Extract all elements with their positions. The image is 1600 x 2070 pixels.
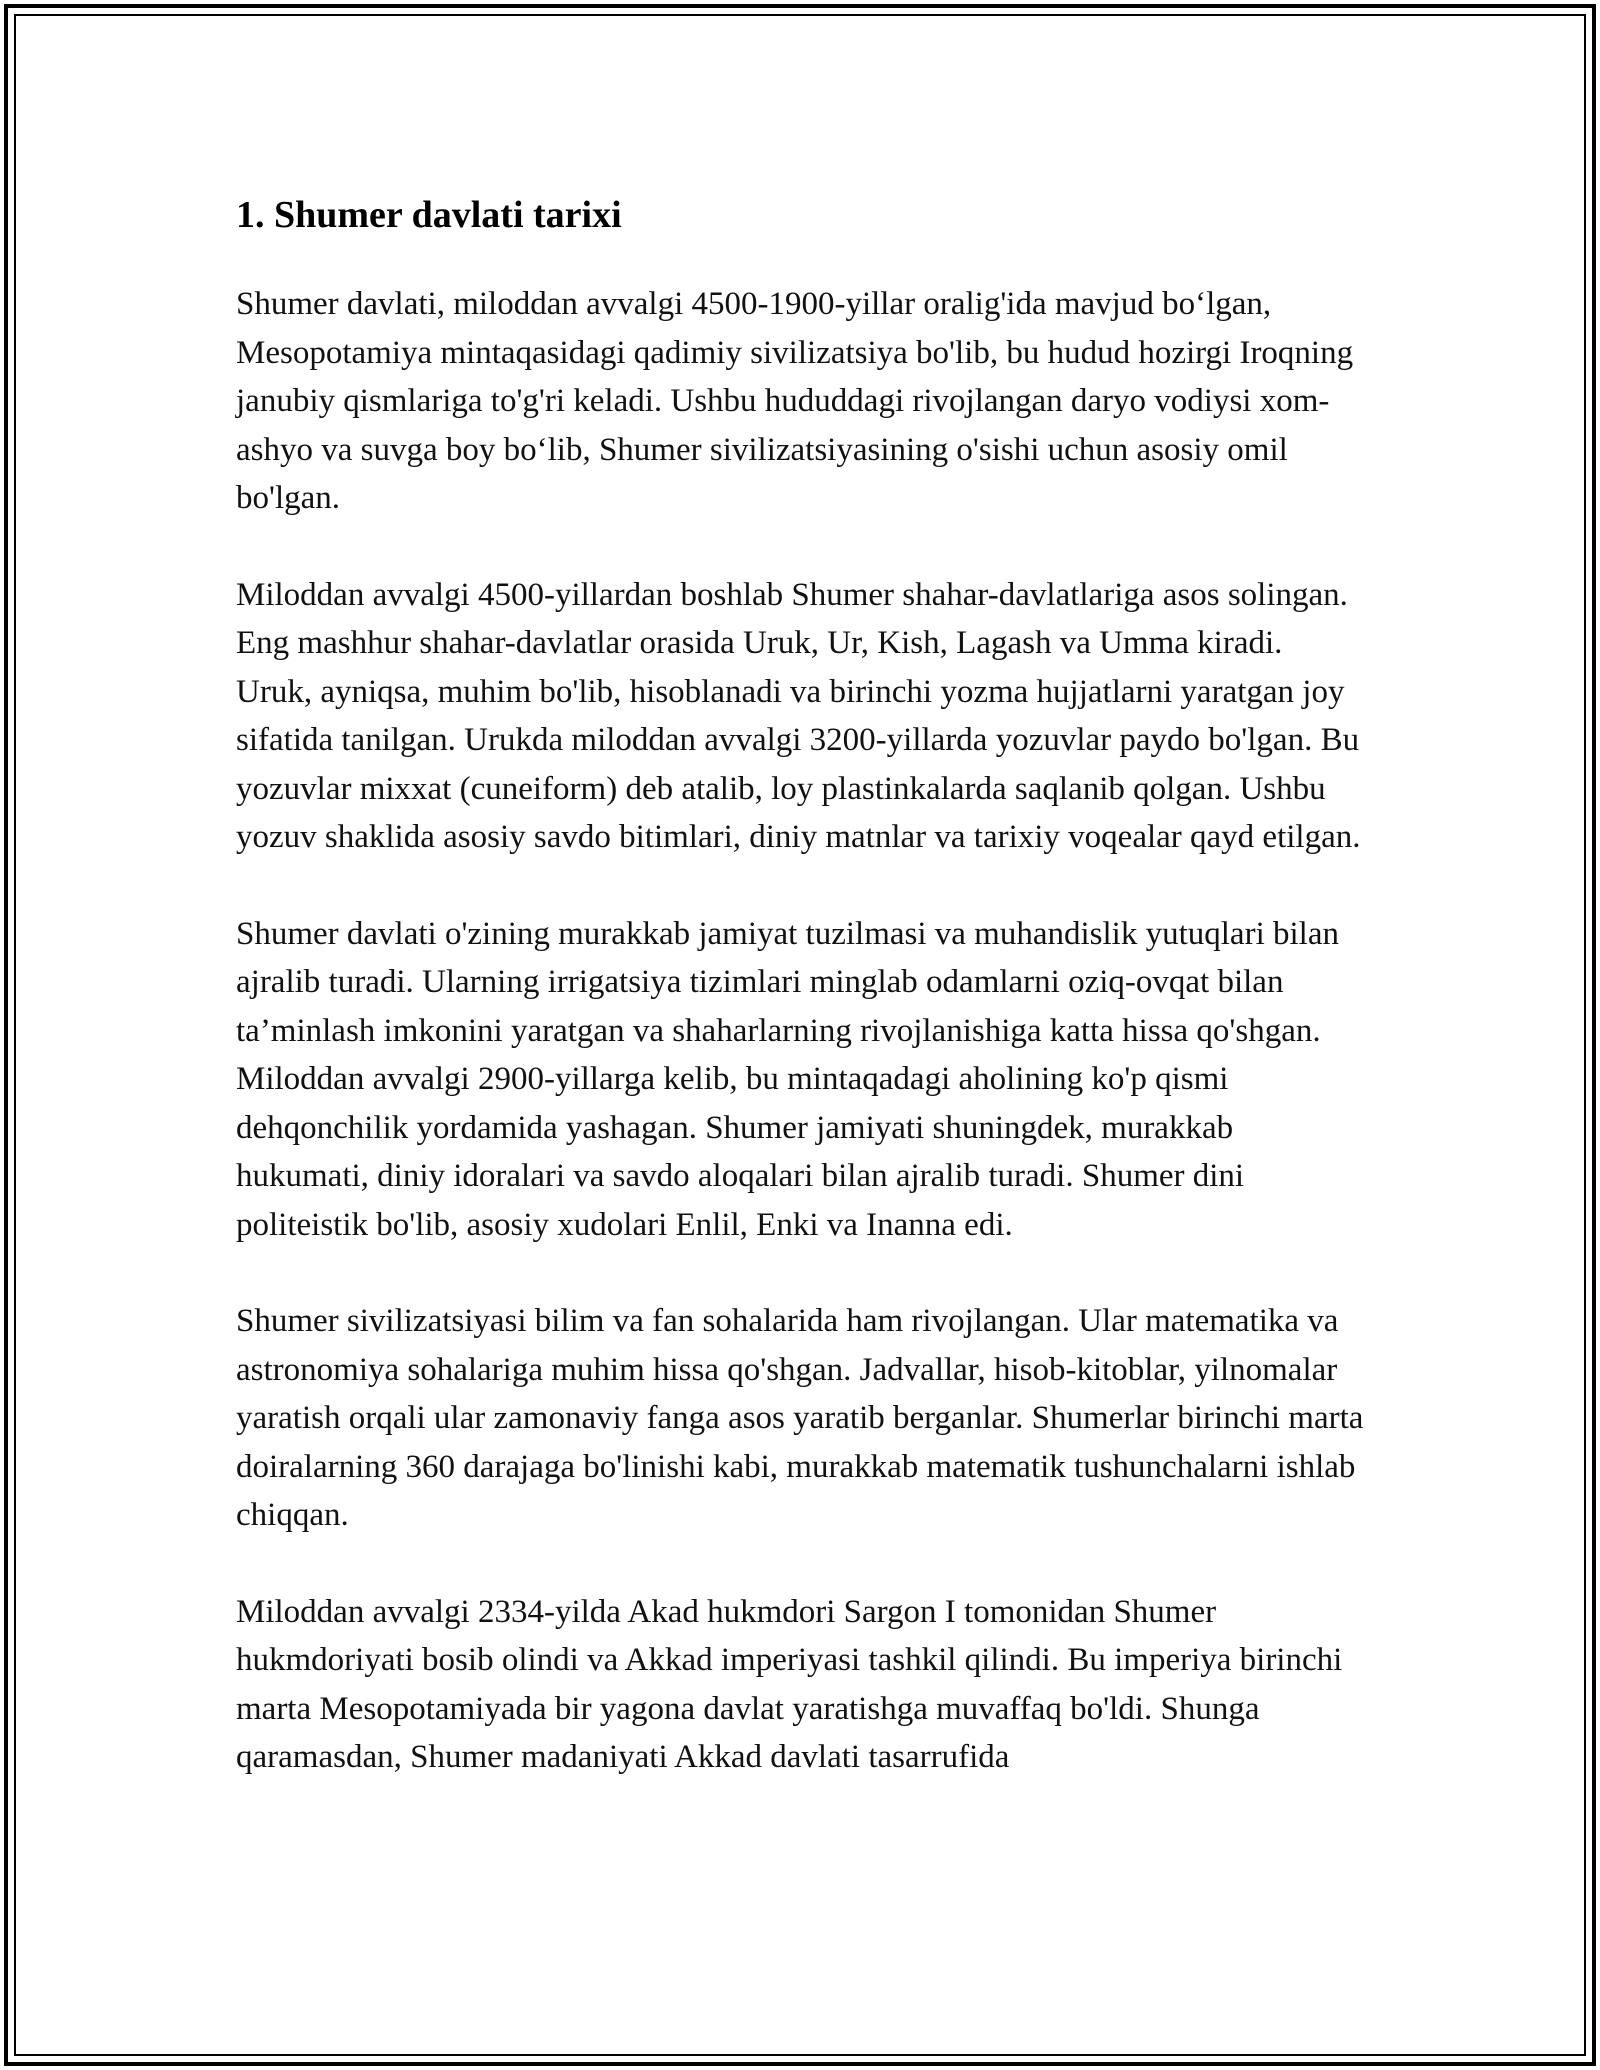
paragraph-society: Shumer davlati o'zining murakkab jamiyat tuzilmasi va muhandislik yutuqlari bilan ajralib turadi. Ularning irrigatsiya tizimlari minglab odamlarni oziq-ovqat bilan ta’minlash imkonini yaratgan va shaharlarning rivojlanishiga katta hissa qo'shgan. Miloddan avvalgi 2900-yillarga kelib, bu mintaqadagi aholining ko'p qismi dehqonchilik yordamida yashagan. Shumer jamiyati shuningdek, murakkab hukumati, diniy idoralari va savdo aloqalari bilan ajralib turadi. Shumer dini politeistik bo'lib, asosiy xudolari Enlil, Enki va Inanna edi. <box>236 915 1339 1243</box>
paragraph-science: Shumer sivilizatsiyasi bilim va fan sohalarida ham rivojlangan. Ular matematika va astronomiya sohalariga muhim hissa qo'shgan. Jadvallar, hisob-kitoblar, yilnomalar yaratish orqali ular zamonaviy fanga asos yaratib berganlar. Shumerlar birinchi marta doiralarning 360 darajaga bo'linishi kabi, murakkab matematik tushunchalarni ishlab chiqqan. <box>236 1303 1364 1533</box>
paragraph-city-states: Miloddan avvalgi 4500-yillardan boshlab Shumer shahar-davlatlariga asos solingan. Eng mashhur shahar-davlatlar orasida Uruk, Ur, Kish, Lagash va Umma kiradi. Uruk, ayniqsa, muhim bo'lib, hisoblanadi va birinchi yozma hujjatlarni yaratgan joy sifatida tanilgan. Urukda miloddan avvalgi 3200-yillarda yozuvlar paydo bo'lgan. Bu yozuvlar mixxat (cuneiform) deb atalib, loy plastinkalarda saqlanib qolgan. Ushbu yozuv shaklida asosiy savdo bitimlari, diniy matnlar va tarixiy voqealar qayd etilgan. <box>236 576 1361 855</box>
paragraph-akkad: Miloddan avvalgi 2334-yilda Akad hukmdori Sargon I tomonidan Shumer hukmdoriyati bosib olindi va Akkad imperiyasi tashkil qilindi. Bu imperiya birinchi marta Mesopotamiyada bir yagona davlat yaratishga muvaffaq bo'ldi. Shunga qaramasdan, Shumer madaniyati Akkad davlati tasarrufida <box>236 1593 1343 1775</box>
document-body <box>236 180 1366 1830</box>
section-heading: 1. Shumer davlati tarixi <box>236 194 622 236</box>
paragraph-intro: Shumer davlati, miloddan avvalgi 4500-1900-yillar oralig'ida mavjud bo‘lgan, Mesopotamiya mintaqasidagi qadimiy sivilizatsiya bo'lib, bu hudud hozirgi Iroqning janubiy qismlariga to'g'ri keladi. Ushbu hududdagi rivojlangan daryo vodiysi xom-ashyo va suvga boy bo‘lib, Shumer sivilizatsiyasining o'sishi uchun asosiy omil bo'lgan. <box>236 286 1354 516</box>
